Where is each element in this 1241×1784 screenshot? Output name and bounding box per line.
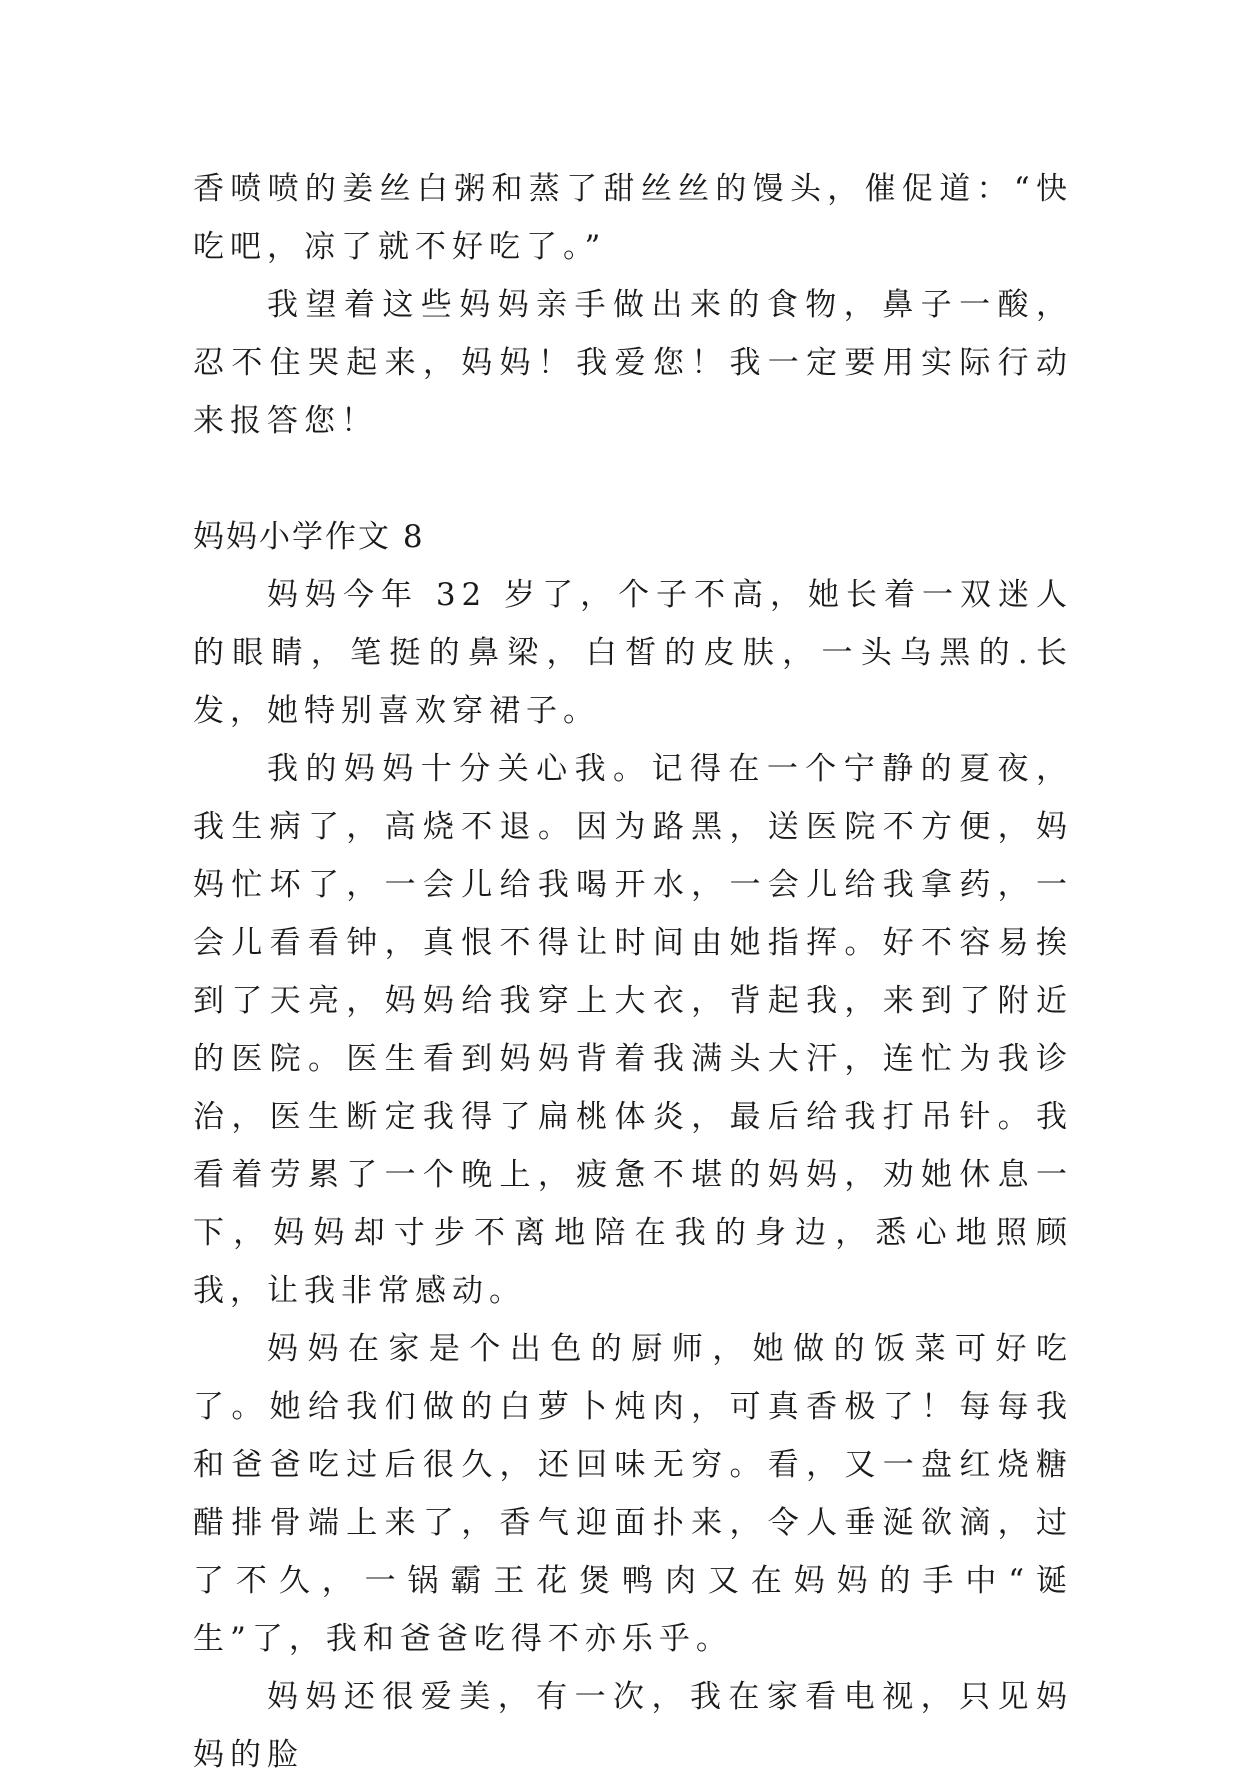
paragraph: 妈妈今年 32 岁了，个子不高，她长着一双迷人的眼睛，笔挺的鼻梁，白皙的皮肤，一头乌黑的.长发，她特别喜欢穿裙子。 xyxy=(193,577,1073,729)
document-body xyxy=(193,160,1073,1784)
paragraph: 我的妈妈十分关心我。记得在一个宁静的夏夜，我生病了，高烧不退。因为路黑，送医院不方便，妈妈忙坏了，一会儿给我喝开水，一会儿给我拿药，一会儿看看钟，真恨不得让时间由她指挥。好不容易挨到了天亮，妈妈给我穿上大衣，背起我，来到了附近的医院。医生看到妈妈背着我满头大汗，连忙为我诊治，医生断定我得了扁桃体炎，最后给我打吊针。我看着劳累了一个晚上，疲惫不堪的妈妈，劝她休息一下，妈妈却寸步不离地陪在我的身边，悉心地照顾我，让我非常感动。 xyxy=(193,751,1073,1309)
paragraph: 妈妈还很爱美，有一次，我在家看电视，只见妈妈的脸 xyxy=(193,1679,1073,1773)
section-heading: 妈妈小学作文 8 xyxy=(193,519,425,555)
paragraph: 妈妈在家是个出色的厨师，她做的饭菜可好吃了。她给我们做的白萝卜炖肉，可真香极了！每每我和爸爸吃过后很久，还回味无穷。看，又一盘红烧糖醋排骨端上来了，香气迎面扑来，令人垂涎欲滴，过了不久，一锅霸王花煲鸭肉又在妈妈的手中“诞生”了，我和爸爸吃得不亦乐乎。 xyxy=(193,1331,1073,1657)
paragraph-continued: 香喷喷的姜丝白粥和蒸了甜丝丝的馒头，催促道：“快吃吧，凉了就不好吃了。” xyxy=(193,171,1073,265)
paragraph: 我望着这些妈妈亲手做出来的食物，鼻子一酸，忍不住哭起来，妈妈！我爱您！我一定要用实际行动来报答您！ xyxy=(193,287,1073,439)
